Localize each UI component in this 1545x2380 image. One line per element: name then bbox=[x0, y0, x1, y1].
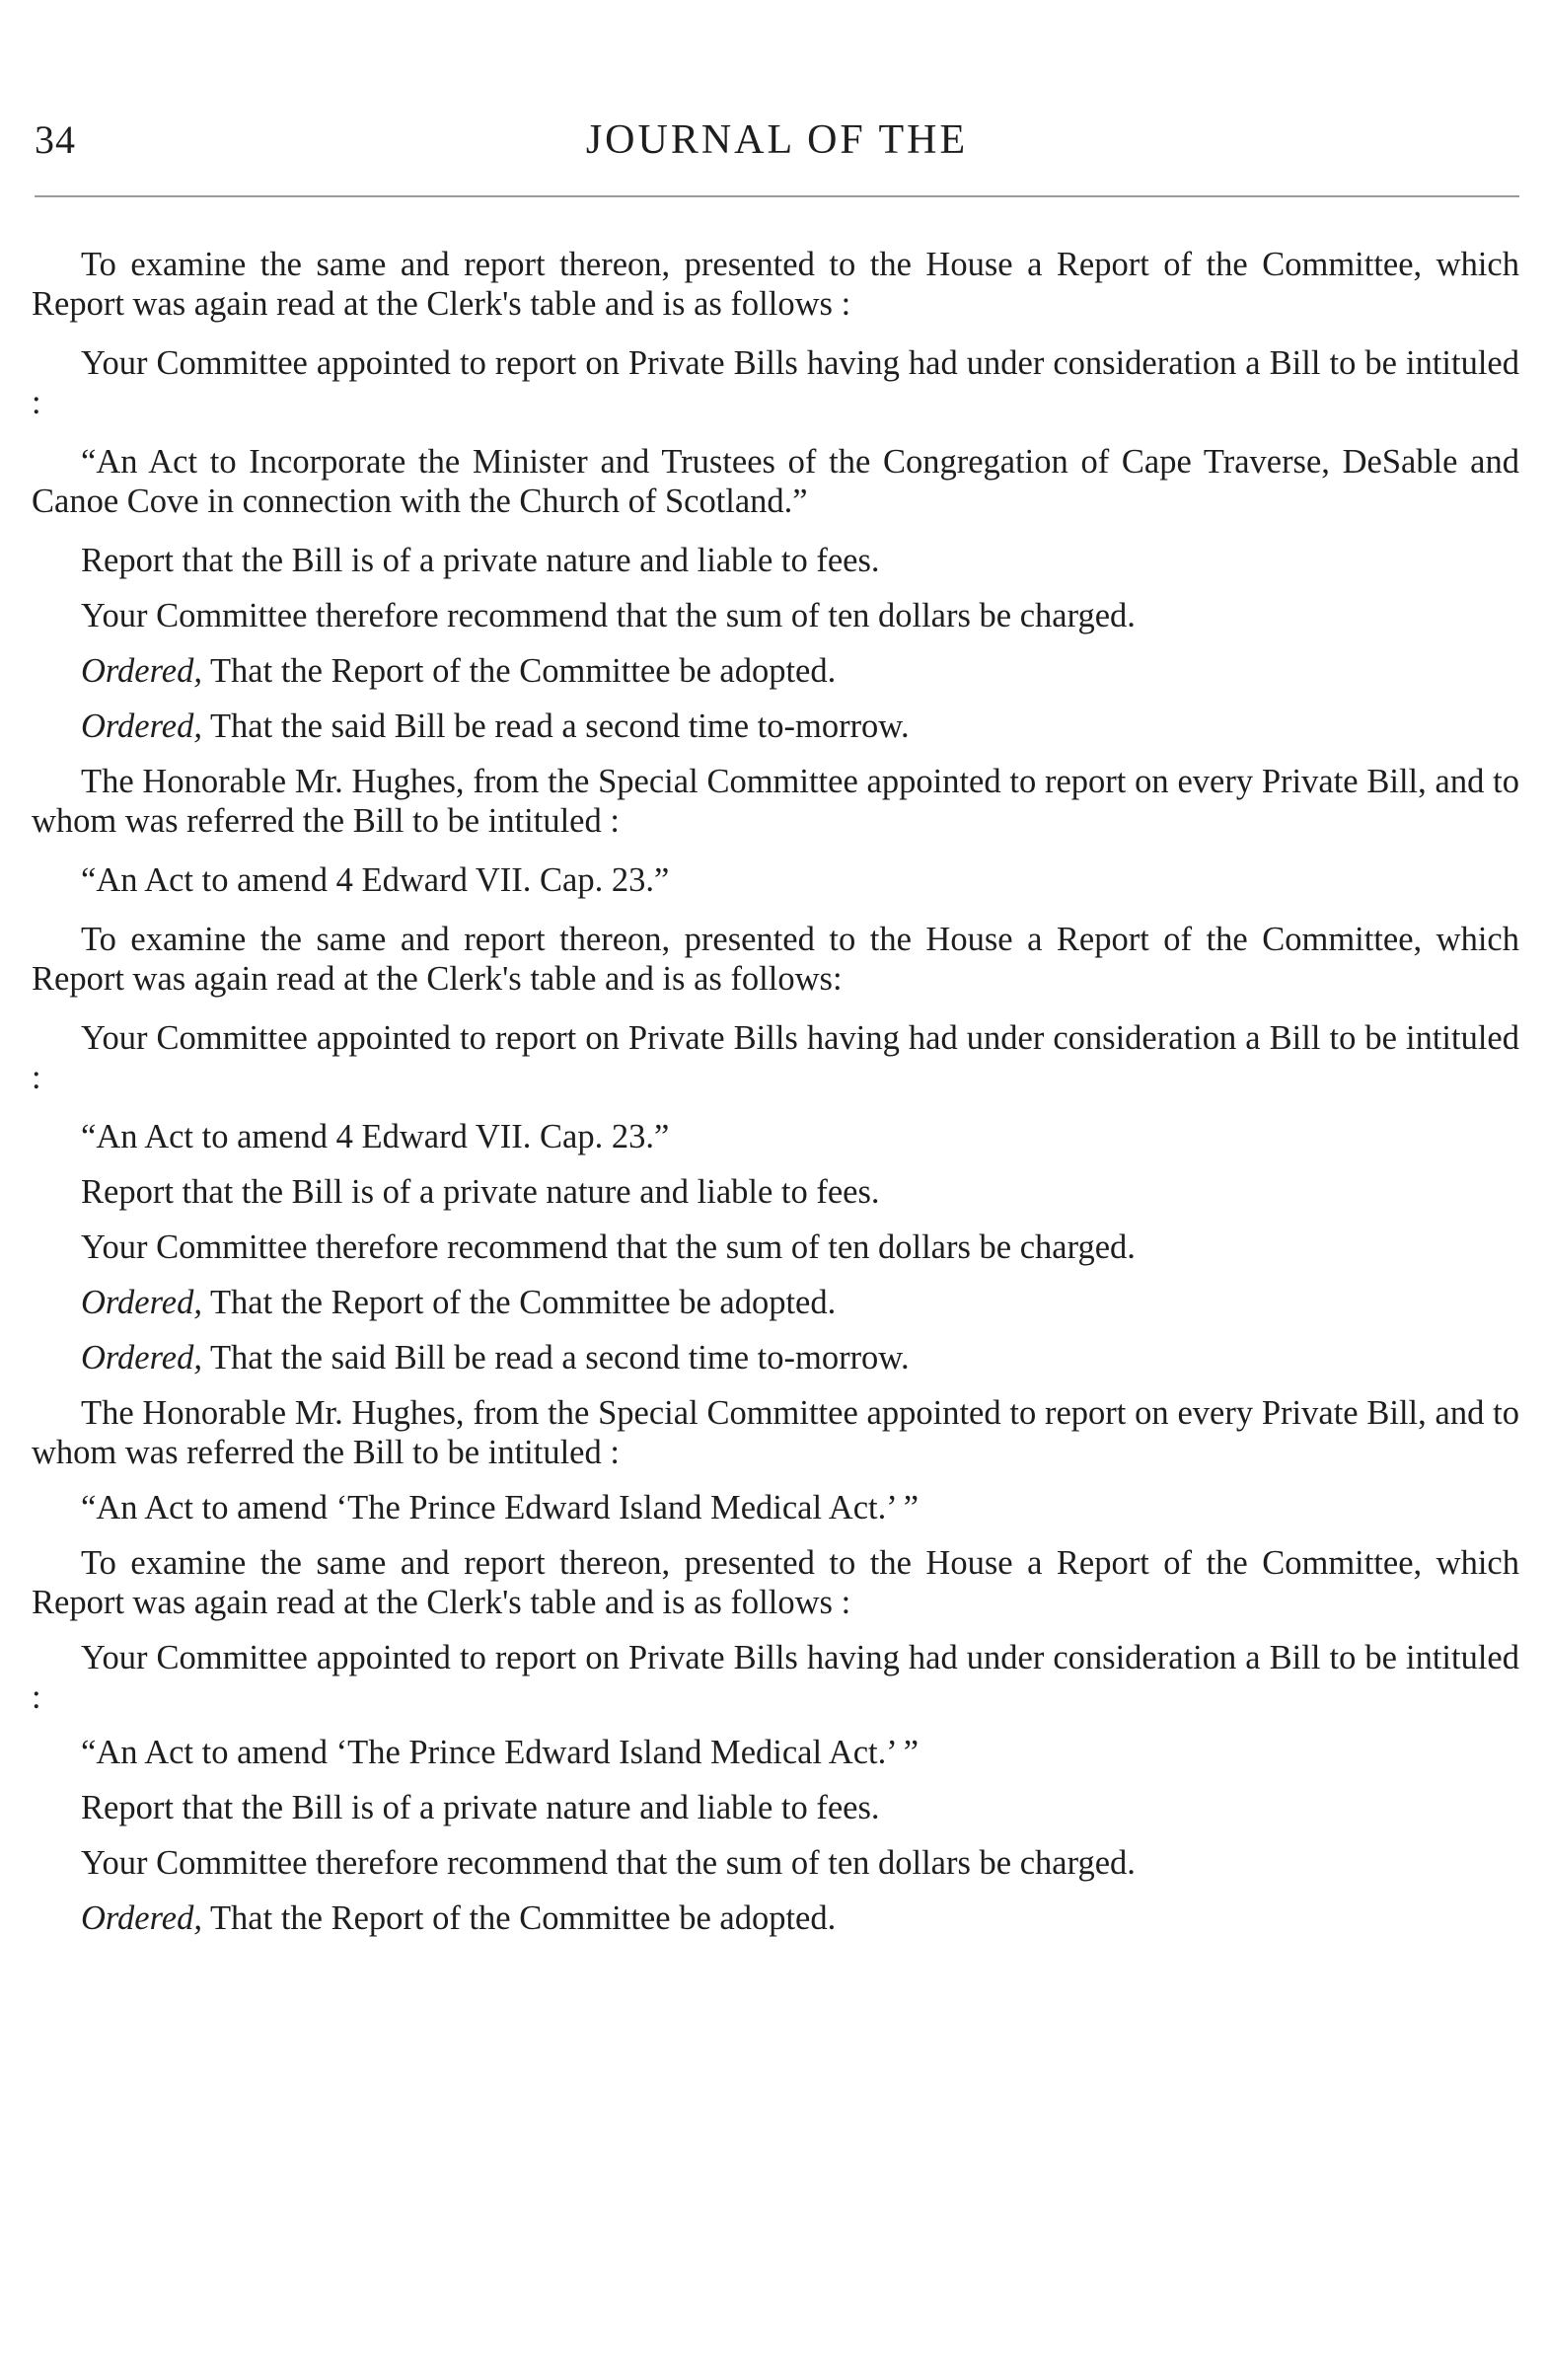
page-header bbox=[35, 116, 1519, 176]
paragraph: To examine the same and report thereon, presented to the House a Report of the Committee, which Report was again read at the Clerk's table and is as follows : bbox=[32, 1544, 1519, 1621]
paragraph: Your Committee therefore recommend that the sum of ten dollars be charged. bbox=[81, 1844, 1136, 1882]
bill-title: “An Act to amend 4 Edward VII. Cap. 23.” bbox=[81, 1118, 670, 1155]
journal-body bbox=[32, 245, 1519, 1954]
paragraph: Report that the Bill is of a private nature and liable to fees. bbox=[81, 1173, 880, 1211]
paragraph: Your Committee appointed to report on Private Bills having had under consideration a Bill to be intituled : bbox=[32, 1019, 1519, 1096]
running-title: JOURNAL OF THE bbox=[585, 117, 969, 163]
page-number: 34 bbox=[35, 117, 76, 162]
paragraph: Report that the Bill is of a private nature and liable to fees. bbox=[81, 542, 880, 579]
bill-title: “An Act to Incorporate the Minister and Trustees of the Congregation of Cape Traverse, DeSable and Canoe Cove in connection with the Church of Scotland.” bbox=[32, 443, 1519, 520]
order-text: That the Report of the Committee be adopted. bbox=[201, 1899, 837, 1937]
order-text: That the Report of the Committee be adopted. bbox=[201, 652, 837, 690]
bill-title: “An Act to amend ‘The Prince Edward Island Medical Act.’ ” bbox=[81, 1734, 920, 1771]
paragraph: Your Committee therefore recommend that the sum of ten dollars be charged. bbox=[81, 597, 1136, 634]
paragraph: To examine the same and report thereon, presented to the House a Report of the Committee, which Report was again read at the Clerk's table and is as follows : bbox=[32, 246, 1519, 323]
order-paragraph bbox=[32, 1283, 1519, 1322]
order-paragraph bbox=[32, 1338, 1519, 1377]
paragraph: The Honorable Mr. Hughes, from the Special Committee appointed to report on every Private Bill, and to whom was referred the Bill to be intituled : bbox=[32, 1394, 1519, 1471]
order-paragraph bbox=[32, 1898, 1519, 1938]
paragraph: Your Committee therefore recommend that the sum of ten dollars be charged. bbox=[81, 1228, 1136, 1266]
ordered-label: Ordered, bbox=[81, 1284, 202, 1321]
header-rule bbox=[35, 195, 1519, 197]
paragraph: Your Committee appointed to report on Private Bills having had under consideration a Bill to be intituled : bbox=[32, 344, 1519, 421]
order-paragraph bbox=[32, 707, 1519, 746]
ordered-label: Ordered, bbox=[81, 1339, 202, 1376]
ordered-label: Ordered, bbox=[81, 707, 202, 745]
paragraph: Report that the Bill is of a private nature and liable to fees. bbox=[81, 1789, 880, 1826]
order-paragraph bbox=[32, 651, 1519, 691]
order-text: That the Report of the Committee be adopted. bbox=[201, 1284, 837, 1321]
ordered-label: Ordered, bbox=[81, 1899, 202, 1937]
paragraph: Your Committee appointed to report on Private Bills having had under consideration a Bill to be intituled : bbox=[32, 1639, 1519, 1716]
order-text: That the said Bill be read a second time to-morrow. bbox=[201, 1339, 910, 1376]
bill-title: “An Act to amend ‘The Prince Edward Island Medical Act.’ ” bbox=[81, 1489, 920, 1526]
paragraph: To examine the same and report thereon, presented to the House a Report of the Committee, which Report was again read at the Clerk's table and is as follows: bbox=[32, 921, 1519, 998]
order-text: That the said Bill be read a second time to-morrow. bbox=[201, 707, 910, 745]
bill-title: “An Act to amend 4 Edward VII. Cap. 23.” bbox=[81, 861, 670, 899]
ordered-label: Ordered, bbox=[81, 652, 202, 690]
paragraph: The Honorable Mr. Hughes, from the Special Committee appointed to report on every Private Bill, and to whom was referred the Bill to be intituled : bbox=[32, 763, 1519, 840]
